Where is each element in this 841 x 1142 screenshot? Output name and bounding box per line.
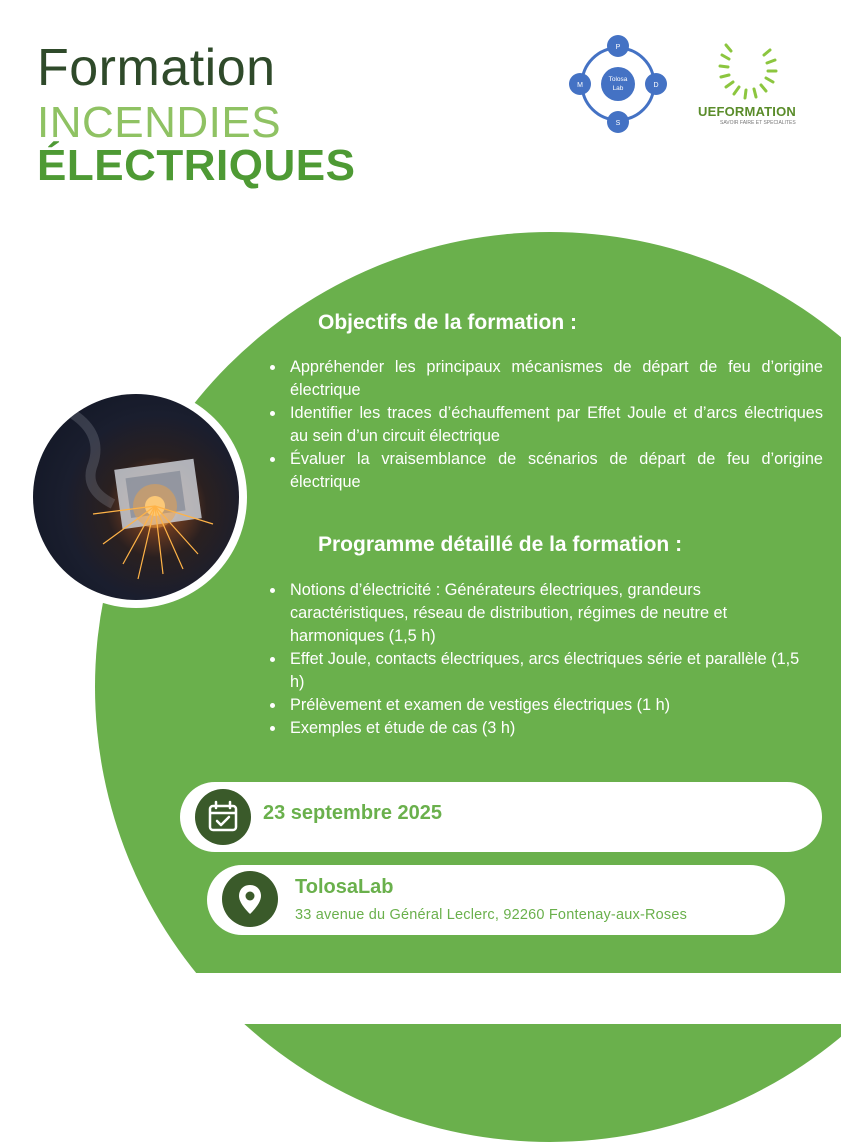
program-list — [268, 579, 808, 740]
list-item: Exemples et étude de cas (3 h) — [268, 717, 808, 740]
calendar-icon-badge — [195, 789, 251, 845]
calendar-check-icon — [195, 789, 251, 845]
list-item: Évaluer la vraisemblance de scénarios de départ de feu d’origine électrique — [268, 448, 823, 494]
spark-illustration — [33, 394, 239, 600]
svg-text:Tolosa: Tolosa — [608, 76, 628, 83]
svg-text:Lab: Lab — [612, 85, 624, 92]
event-date: 23 septembre 2025 — [263, 802, 443, 824]
venue-name: TolosaLab — [295, 876, 394, 898]
program-heading: Programme détaillé de la formation : — [318, 533, 683, 556]
place-pill — [207, 865, 785, 935]
ueformation-wordmark: UEFORMATION — [698, 104, 797, 119]
list-item: Effet Joule, contacts électriques, arcs électriques série et parallèle (1,5 h) — [268, 648, 808, 694]
list-item: Appréhender les principaux mécanismes de départ de feu d’origine électrique — [268, 356, 823, 402]
bottom-band — [0, 973, 841, 1024]
title-incendies: INCENDIES — [37, 98, 282, 147]
tolosa-lab-logo — [560, 30, 680, 140]
objectives-heading: Objectifs de la formation : — [318, 311, 578, 334]
objectives-list — [268, 356, 823, 494]
location-pin-icon — [222, 871, 278, 927]
svg-text:P: P — [615, 44, 621, 51]
electrical-spark-photo — [33, 394, 239, 600]
location-icon-badge — [222, 871, 278, 927]
title-formation: Formation — [37, 39, 276, 97]
svg-text:M: M — [577, 82, 583, 89]
list-item: Prélèvement et examen de vestiges électriques (1 h) — [268, 694, 808, 717]
svg-text:D: D — [653, 82, 659, 89]
ueformation-tagline: SAVOIR FAIRE ET SPECIALITES — [720, 120, 796, 126]
list-item: Identifier les traces d’échauffement par Effet Joule et d’arcs électriques au sein d’un circuit électrique — [268, 402, 823, 448]
venue-address: 33 avenue du Général Leclerc, 92260 Fontenay-aux-Roses — [295, 907, 688, 923]
list-item: Notions d’électricité : Générateurs électriques, grandeurs caractéristiques, réseau de distribution, régimes de neutre et harmoniques (1,5 h) — [268, 579, 808, 648]
title-electriques: ÉLECTRIQUES — [37, 141, 356, 190]
svg-text:S: S — [615, 120, 621, 127]
